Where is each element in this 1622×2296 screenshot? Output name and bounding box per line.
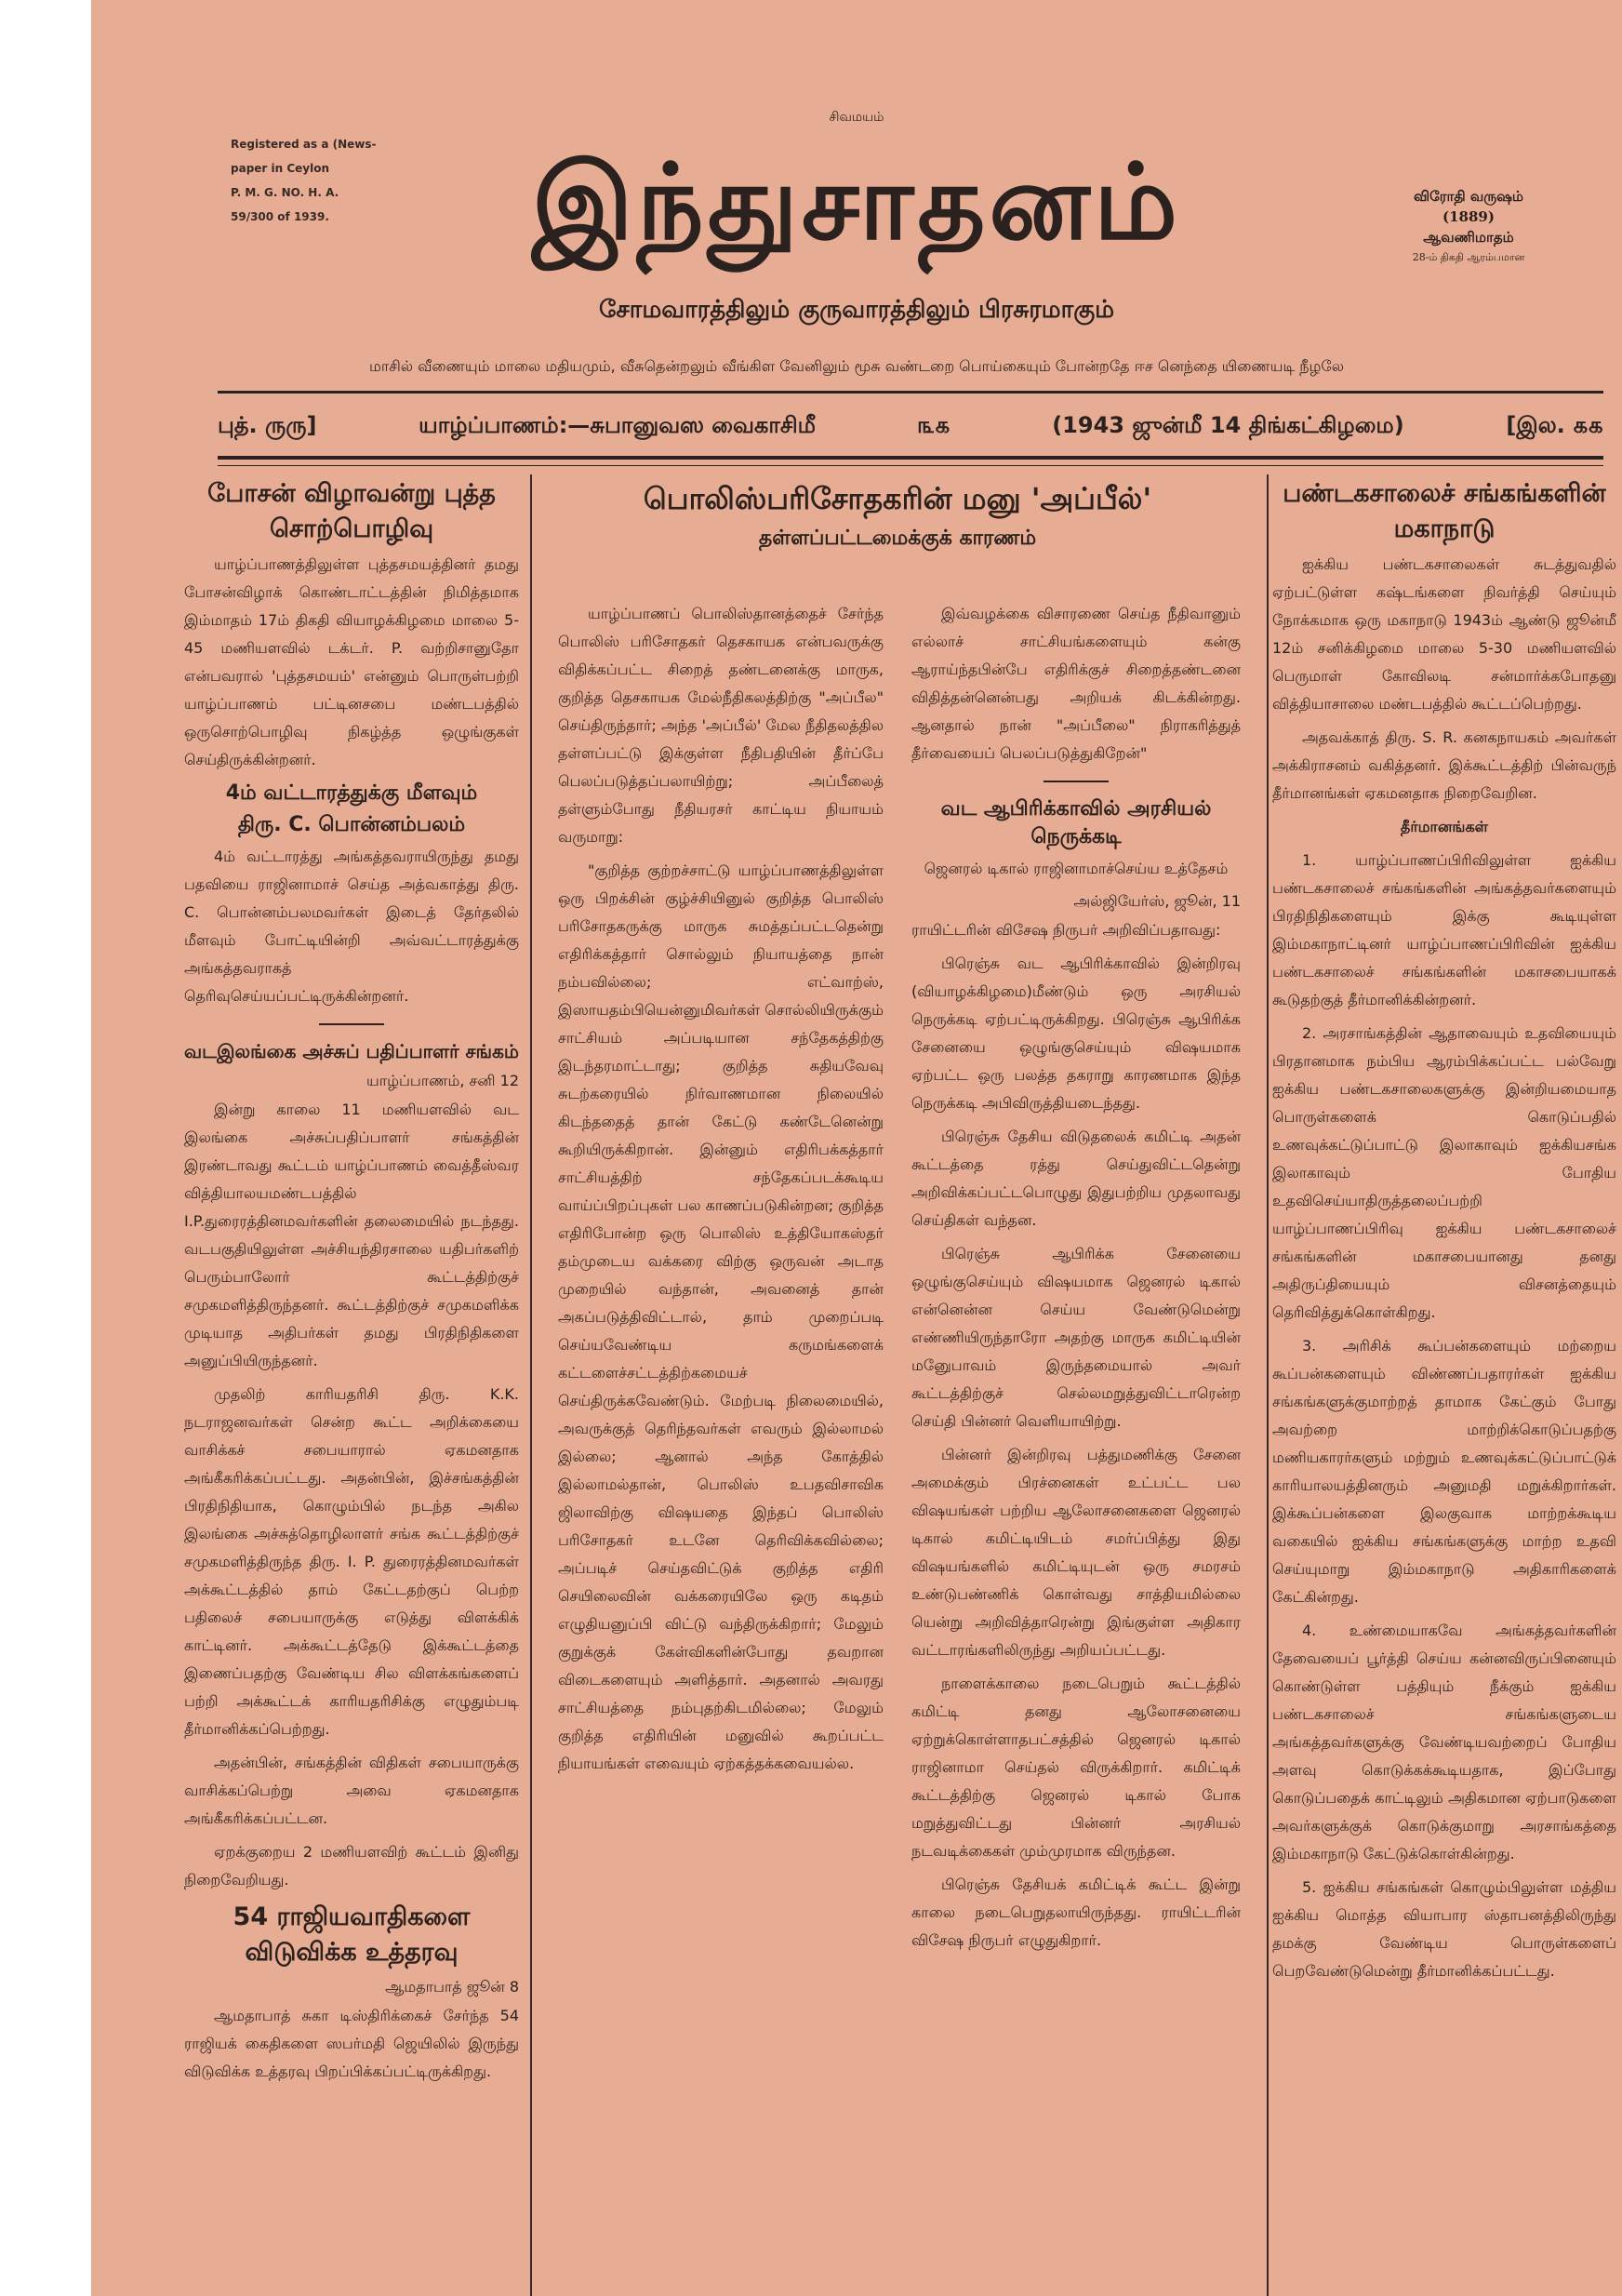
founding-line: விரோதி வருஷம் [1414, 188, 1523, 205]
article-body: அதவக்காத் திரு. S. R. கனகநாயகம் அவர்கள் அக்கிராசனம் வகித்தனர். இக்கூட்டத்திற் பின்வருந் தீர்மானங்கள் ஏகமனதாக நிறைவேறின. [1272, 728, 1616, 802]
article-body: பின்னர் இன்றிரவு பத்துமணிக்கு சேனை அமைக்கும் பிரச்னைகள் உட்பட்ட பல விஷயங்கள் பற்றிய ஆலோசனைகளை ஜெனரல் டிகால் கமிட்டியிடம் சமர்ப்பித்து இது விஷயங்களில் கமிட்டியுடன் ஒரு சமரசம் உண்டுபண்ணிக் கொள்வது சாத்தியமில்லை யென்று அறிவித்தாரென்று இங்குள்ள அதிகார வட்டாரங்களிலிருந்து அறியப்பட்டது. [911, 1446, 1241, 1659]
lead-story-columns [558, 600, 1263, 2296]
resolution: 5. ஐக்கிய சங்கங்கள் கொழும்பிலுள்ள மத்திய ஐக்கிய மொத்த வியாபார ஸ்தாபனத்திலிருந்து தமக்கு வேண்டிய பொருள்களைப் பெறவேண்டுமென்று தீர்மானிக்கப்பட்டது. [1272, 1878, 1616, 1980]
lead-story-column [911, 600, 1241, 1960]
divider [319, 1023, 384, 1025]
registration-line: Registered as a (News- [231, 138, 377, 151]
subheadline: ஜெனரல் டிகால் ராஜினாமாச்செய்ய உத்தேசம் [924, 860, 1229, 877]
article-body: யாழ்ப்பாணத்திலுள்ள புத்தசமயத்தினர் தமது போசன்விழாக் கொண்டாட்டத்தின் நிமித்தமாக இம்மாதம் 17ம் திகதி வியாழக்கிழமை மாலை 5-45 மணியளவில் டக்டர். P. வற்றிசானுதோ என்பவரால் 'புத்தசமயம்' என்னும் பொருள்பற்றி யாழ்ப்பாணம் பட்டினசபை மண்டபத்தில் ஒருசொற்பொழிவு நிகழ்த்த ஒழுங்குகள் செய்திருக்கின்றனர். [184, 555, 519, 768]
headline: திரு. C. பொன்னம்பலம் [237, 813, 466, 836]
headline: வட ஆபிரிக்காவில் அரசியல் நெருக்கடி [940, 797, 1212, 848]
registration-line: 59/300 of 1939. [231, 210, 329, 223]
headline: போசன் விழாவன்று புத்த சொற்பொழிவு [207, 479, 496, 543]
article-body: முதலிற் காரியதரிசி திரு. K.K. நடராஜனவர்கள் சென்ற கூட்ட அறிக்கையை வாசிக்கச் சபையாரால் ஏகமனதாக அங்கீகரிக்கப்பட்டது. அதன்பின், இச்சங்கத்தின் பிரதிநிதியாக, கொழும்பில் நடந்த அகில இலங்கை அச்சுத்தொழிலாளர் சங்க கூட்டத்திற்குச் சமுகமளித்திருந்த திரு. I. P. துரைரத்தினமவர்கள் அக்கூட்டத்தில் தாம் கேட்டதற்குப் பெற்ற பதிலைச் சபையாருக்கு எடுத்து விளக்கிக் காட்டினர். அக்கூட்டத்தேடு இக்கூட்டத்தை இணைப்பதற்கு வேண்டிய சில விளக்கங்களைப் பற்றி அக்கூட்டக் காரியதரிசிக்கு எழுதும்படி தீர்மானிக்கப்பெற்றது. [184, 1385, 519, 1738]
volume-number: புத். ருரு] [218, 411, 317, 438]
newspaper-title: இந்துசாதனம் [531, 142, 1182, 263]
column-left [184, 474, 519, 2296]
headline: 4ம் வட்டாரத்துக்கு மீளவும் [225, 781, 478, 805]
column-divider [1267, 474, 1269, 2296]
dateline: யாழ்ப்பாணம், சனி 12 [366, 1072, 519, 1089]
article-body: பிரெஞ்சு வட ஆபிரிக்காவில் இன்றிரவு (வியாழக்கிழமை)மீண்டும் ஒரு அரசியல் நெருக்கடி ஏற்பட்டிருக்கிறது. பிரெஞ்சு ஆபிரிக்க சேனையை ஒழுங்குசெய்யும் விஷயமாக ஏற்பட்ட ஒரு பலத்த தகராறு காரணமாக இந்த நெருக்கடி அபிவிருத்தியடைந்தது. [911, 954, 1241, 1112]
headline: 54 ராஜியவாதிகளை விடுவிக்க உத்தரவு [233, 1902, 471, 1967]
column-right [1272, 474, 1616, 2296]
headline: வடஇலங்கை அச்சுப் பதிப்பாளர் சங்கம் [184, 1040, 519, 1062]
rule [218, 456, 1603, 460]
article-body: யாழ்ப்பாணப் பொலிஸ்தானத்தைச் சேர்ந்த பொலிஸ் பரிசோதகர் தெசகாயக என்பவருக்கு விதிக்கப்பட்ட சிறைத் தண்டனைக்கு மாருக, குறித்த தெசகாயக மேல்நீதிகலத்திற்கு "அப்பீல" செய்திருந்தார்; அந்த 'அப்பீல்' மேல நீதிதலத்தில தள்ளப்பட்டு இக்குள்ள நீதிபதியின் தீர்ப்பே பெலப்படுத்தப்பலாயிற்று; அப்பீலைத் தள்ளும்போது நீதியரசர் காட்டிய நியாயம் வருமாறு: [558, 605, 884, 846]
resolution: 4. உண்மையாகவே அங்கத்தவர்களின் தேவையைப் பூர்த்தி செய்ய கன்னவிருப்பினையும் கொண்டுள்ள பத்தியும் நீக்கும் ஐக்கிய பண்டகசாலைச் சங்கங்களுடைய அங்கத்தவர்களுக்கு வேண்டியவற்றைப் போதிய அளவு கொடுக்கக்கூடியதாக, இப்போது கொடுப்பதைக் காட்டிலும் அதிகமான ஏற்பாடுகளை அவர்களுக்குக் கொடுக்குமாறு அரசாங்கத்தை இம்மகாநாடு கேட்டுக்கொள்கின்றது. [1272, 1622, 1616, 1862]
scan-margin [0, 0, 91, 2296]
registration-line: paper in Ceylon [231, 162, 330, 175]
newspaper-page [91, 0, 1622, 2296]
issue-date: (1943 ஜுன்மீ 14 திங்கட்கிழமை) [1052, 411, 1404, 438]
article-body: பிரெஞ்சு தேசியக் கமிட்டிக் கூட்ட இன்று காலை நடைபெறுதலாயிருந்தது. ராயிட்டரின் விசேஷ நிருபர் எழுதுகிறார். [911, 1876, 1241, 1949]
issue-number: [இல. ௧௧ [1506, 411, 1603, 438]
article-body: பிரெஞ்சு ஆபிரிக்க சேனையை ஒழுங்குசெய்யும் விஷயமாக ஜெனரல் டிகால் என்னென்ன செய்ய வேண்டுமென்று எண்ணியிருந்தாரோ அதற்கு மாருக கமிட்டியின் மனுேபாவம் இருந்தமையால் அவர் கூட்டத்திற்குச் செல்லமறுத்துவிட்டாரென்ற செய்தி பின்னர் வெளியாயிற்று. [911, 1245, 1241, 1430]
founding-note [1380, 186, 1557, 268]
article-body: 4ம் வட்டாரத்து அங்கத்தவராயிருந்து தமது பதவியை ராஜினாமாச் செய்த அத்வகாத்து திரு. C. பொன்னம்பலமவர்கள் இடைத் தேர்தலில் மீளவும் போட்டியின்றி அவ்வட்டாரத்துக்கு அங்கத்தவராகத் தெரிவுசெய்யப்பட்டிருக்கின்றனர். [184, 848, 519, 1005]
lead-headline: பொலிஸ்பரிசோதகரின் மனு 'அப்பீல்' [643, 481, 1152, 516]
article-body: பிரெஞ்சு தேசிய விடுதலைக் கமிட்டி அதன் கூட்டத்தை ரத்து செய்துவிட்டதென்று அறிவிக்கப்பட்டபொழுது இதுபற்றிய முதலாவது செய்திகள் வந்தன. [911, 1128, 1241, 1229]
article-body: இவ்வழக்கை விசாரணை செய்த நீதிவானும் எல்லாச் சாட்சியங்களையும் கன்கு ஆராய்ந்தபின்பே எதிரிக்குச் சிறைத்தண்டனை விதித்தன்னென்பது அறியக் கிடக்கின்றது. ஆனதால் நான் "அப்பீலை" நிராகரித்துத் தீர்வையைப் பெலப்படுத்துகிறேன்" [911, 605, 1241, 762]
article-body: நாளைக்காலை நடைபெறும் கூட்டத்தில் கமிட்டி தனது ஆலோசனையை ஏற்றுக்கொள்ளாதபட்சத்தில் ஜெனரல் டிகால் ராஜினாமா செய்தல் விருக்கிறார். கமிட்டிக் கூட்டத்திற்கு ஜெனரல் டிகால் போக மறுத்துவிட்டது பின்னர் அரசியல் நடவடிக்கைகள் மும்முரமாக விருந்தன. [911, 1675, 1241, 1860]
registration-line: P. M. G. NO. H. A. [231, 186, 339, 199]
article-body: ஆமதாபாத் சுகா டிஸ்திரிக்கைச் சேர்ந்த 54 ராஜியக் கைதிகளை ஸபர்மதி ஜெயிலில் இருந்து விடுவிக்க உத்தரவு பிறப்பிக்கப்பட்டிருக்கிறது. [184, 2007, 519, 2080]
motto: மாசில் வீணையும் மாலை மதியமும், வீசுதென்றலும் வீங்கிள வேனிலும் மூசு வண்டறை பொய்கையும் போன்றதே ஈச னெந்தை யிணையடி நீழலே [368, 357, 1345, 375]
founding-line: ஆவணிமாதம் [1423, 229, 1514, 246]
article-body: "குறித்த குற்றச்சாட்டு யாழ்ப்பாணத்திலுள்ள ஒரு பிறக்சின் குழ்ச்சியினுல் குறித்த பொலிஸ் பரிசோதகருக்கு மாருக சுமத்தப்பட்டதென்று எதிரிக்கத்தார் சொல்லும் நியாயத்தை நான் நம்பவில்லை; எட்வாற்ஸ், இஸாயதம்பியென்னுமிவர்கள் சொல்லியிருக்கும் சாட்சியம் அப்படியான சந்தேகத்திற்கு இடந்தரமாட்டாது; குறித்த சுதியவேவு சுடற்கரையில் நிர்வாணமான நிலையில் கிடந்ததைத் தான் கேட்டு கண்டேனென்று கூறியிருக்கிறான். இன்னும் எதிரிபக்கத்தார் சாட்சியத்திற் சந்தேகப்படக்கூடிய வாய்ப்பிறப்புகள் பல காணப்படுகின்றன; குறித்த எதிரிபோன்ற ஒரு பொலிஸ் உத்தியோகஸ்தர் தம்முடைய வக்கரை விற்கு ஒருவன் அடாத முறையில் வந்தான், அவனைத் தான் அகப்படுத்திவிட்டால், தாம் முறைப்படி செய்யவேண்டிய கருமங்களைக் கட்டளைச்சட்டத்திற்கமையச் செய்திருக்கவேண்டும். மேற்படி நிலைமையில், அவருக்குத் தெரிந்தவர்கள் எவரும் இல்லாமல் இல்லை; ஆனால் அந்த கோத்தில் இல்லாமல்தான், பொலிஸ் உபதவிசாவிக ஜிலாவிற்கு விஷயதை இந்தப் பொலிஸ் பரிசோதகர் உடனே தெரிவிக்கவில்லை; அப்படிச் செய்தவிட்டுக் குறித்த எதிரி செயிலைவின் வக்கரையிலே ஒரு கடிதம் எழுதியனுப்பி விட்டு வந்திருக்கிறார்; மேலும் குறுக்குக் கேள்விகளின்போது தவறான விடைகளையும் அளித்தார். அதனால் அவரது சாட்சியத்தை நம்புதற்கிடமில்லை; மேலும் குறித்த எதிரியின் மனுவில் கூறப்பட்ட நியாயங்கள் எவையும் ஏற்கத்தக்கவையல்ல. [558, 861, 884, 1772]
dateline: அல்ஜியேர்ஸ், ஜூன், 11 [1073, 892, 1241, 910]
rule [218, 391, 1603, 394]
headline: பண்டகசாலைச் சங்கங்களின் மகாநாடு [1283, 479, 1606, 543]
resolution: 2. அரசாங்கத்தின் ஆதாவையும் உதவியையும் பிரதானமாக நம்பிய ஆரம்பிக்கப்பட்ட பல்வேறு ஐக்கிய பண்டகசாலைகளுக்கு இன்றியமையாத பொருள்களைக் கொடுப்பதில் உணவுக்கட்டுப்பாட்டு இலாகாவும் ஐக்கியசங்க இலாகாவும் போதிய உதவிசெய்யாதிருத்தலைப்பற்றி யாழ்ப்பாணப்பிரிவு ஐக்கிய பண்டகசாலைச் சங்கங்களின் மகாசபையானது தனது அதிருப்தியையும் விசனத்தையும் தெரிவித்துக்கொள்கிறது. [1272, 1024, 1616, 1321]
resolution: 3. அரிசிக் கூப்பன்களையும் மற்றைய கூப்பன்களையும் விண்ணப்பதாரர்கள் ஐக்கிய சங்கங்களுக்குமாற்றத் தாமாக கேட்கும் போது அவற்றை மாற்றிக்கொடுப்பதற்கு மணியகாரர்களும் மற்றும் உணவுக்கட்டுப்பாட்டுக் காரியாலயத்தினரும் அனுமதி மறுக்கிறார்கள். இக்கூப்பன்களை இலகுவாக மாற்றக்கூடிய வகையில் ஐக்கிய சங்கங்களுக்கு மாற்ற உதவி செய்யுமாறு இம்மகாநாடு அதிகாரிகளைக் கேட்கின்றது. [1272, 1337, 1616, 1606]
article-body: ஏறக்குறைய 2 மணியளவிற் கூட்டம் இனிது நிறைவேறியது. [184, 1843, 519, 1889]
place-and-month: யாழ்ப்பாணம்:—சுபானுவஸ வைகாசிமீ [419, 411, 817, 438]
divider [1044, 781, 1109, 782]
invocation: சிவமயம் [829, 110, 884, 125]
dateline: ஆமதாபாத் ஜூன் 8 [385, 1978, 519, 1996]
day-number: ௩௧ [917, 411, 951, 438]
lead-story-column [558, 600, 884, 1783]
article-body: ஐக்கிய பண்டகசாலைகள் சுடத்துவதில் ஏற்பட்டுள்ள கஷ்டங்களை நிவர்த்தி செய்யும் நோக்கமாக ஒரு மகாநாடு 1943ம் ஆண்டு ஜூன்மீ 12ம் சனிக்கிழமை மாலை 5-30 மணியளவில் பெருமாள் கோவிலடி சன்மார்க்கபோதனு வித்தியாசாலை மண்டபத்தில் கூட்டப்பெற்றது. [1272, 555, 1616, 713]
article-body: இன்று காலை 11 மணியளவில் வட இலங்கை அச்சுப்பதிப்பாளர் சங்கத்தின் இரண்டாவது கூட்டம் யாழ்ப்பாணம் வைத்தீஸ்வர வித்தியாலயமண்டபத்தில் I.P.துரைரத்தினமவர்களின் தலைமையில் நடந்தது. வடபகுதியிலுள்ள அச்சியந்திரசாலை யதிபர்களிற் பெரும்பாலோர் கூட்டத்திற்குச் சமுகமளித்திருந்தனர். கூட்டத்திற்குச் சமுகமளிக்க முடியாத அதிபர்கள் தமது பிரதிநிதிகளை அனுப்பியிருந்தனர். [184, 1101, 519, 1369]
column-center [532, 474, 1263, 2296]
article-body: ராயிட்டரின் விசேஷ நிருபர் அறிவிப்பதாவது: [911, 921, 1221, 939]
rule [218, 465, 1603, 466]
publication-frequency: சோமவாரத்திலும் குருவாரத்திலும் பிரசுரமாகும் [598, 296, 1115, 324]
section-head: தீர்மானங்கள் [1400, 818, 1489, 835]
article-body: அதன்பின், சங்கத்தின் விதிகள் சபையாருக்கு வாசிக்கப்பெற்று அவை ஏகமனதாக அங்கீகரிக்கப்பட்டன. [184, 1754, 519, 1827]
founding-line: 28-ம் திகதி ஆரம்பமான [1412, 251, 1525, 263]
lead-subheadline: தள்ளப்பட்டமைக்குக் காரணம் [758, 527, 1037, 550]
dateline [218, 402, 1603, 450]
founding-line: (1889) [1443, 208, 1495, 225]
resolution: 1. யாழ்ப்பாணப்பிரிவிலுள்ள ஐக்கிய பண்டகசாலைச் சங்கங்களின் அங்கத்தவர்களையும் பிரதிநிதிகளையும் இக்கு கூடியுள்ள இம்மகாநாட்டினர் யாழ்ப்பாணப்பிரிவின் ஐக்கிய பண்டகசாலைச் சங்கங்களின் மகாசபையாகக் கூடுதற்குத் தீர்மானிக்கின்றனர். [1272, 851, 1616, 1008]
